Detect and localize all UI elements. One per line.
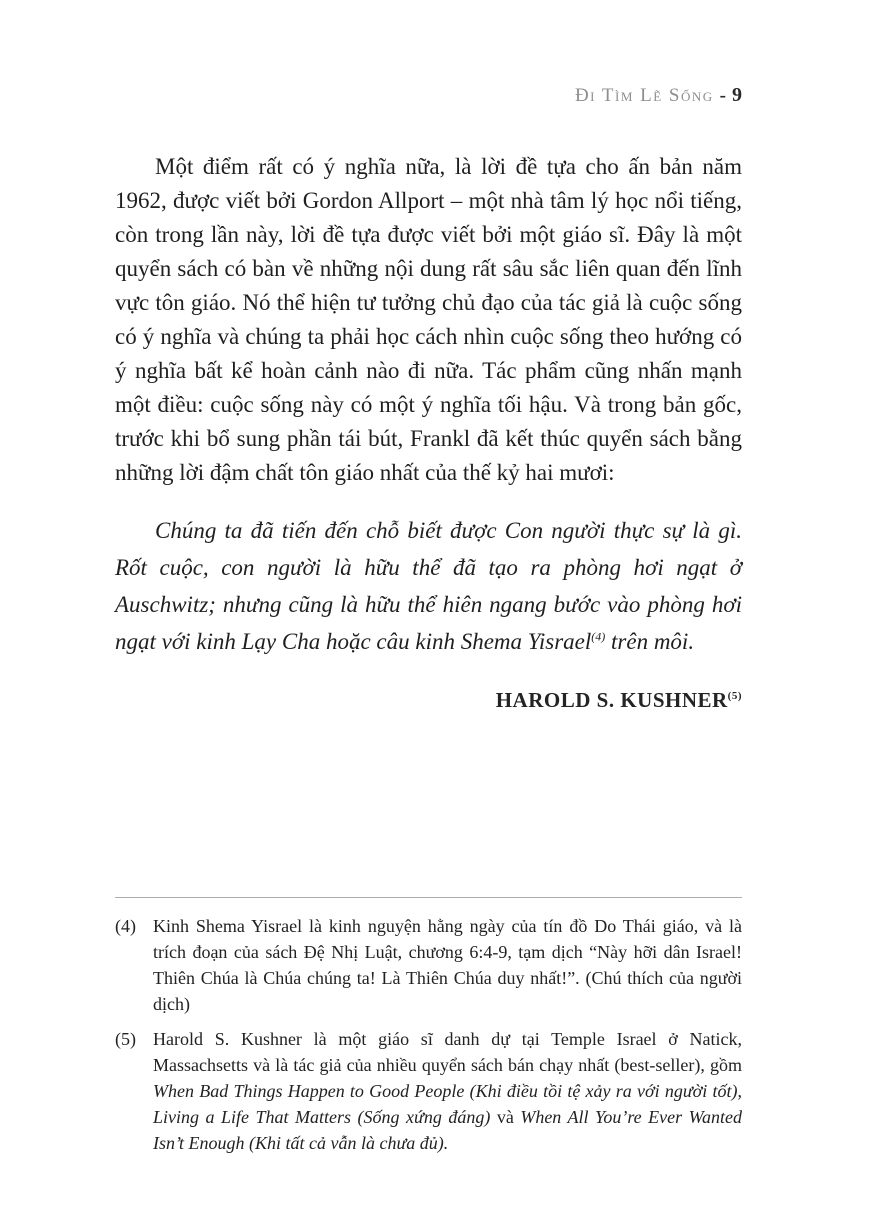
intro-paragraph: Một điểm rất có ý nghĩa nữa, là lời đề tựa cho ấn bản năm 1962, được viết bởi Gordon Allport – một nhà tâm lý học nổi tiếng, còn trong lần này, lời đề tựa được viết bởi một giáo sĩ. Đây là một quyển sách có bàn về những nội dung rất sâu sắc liên quan đến lĩnh vực tôn giáo. Nó thể hiện tư tưởng chủ đạo của tác giả là cuộc sống có ý nghĩa và chúng ta phải học cách nhìn cuộc sống theo hướng có ý nghĩa bất kể hoàn cảnh nào đi nữa. Tác phẩm cũng nhấn mạnh một điều: cuộc sống này có một ý nghĩa tối hậu. Và trong bản gốc, trước khi bổ sung phần tái bút, Frankl đã kết thúc quyển sách bằng những lời đậm chất tôn giáo nhất của thế kỷ hai mươi: (115, 154, 742, 485)
footnote-5-marker: (5) (115, 1029, 136, 1049)
footnote-5-separator-2: và (490, 1107, 521, 1127)
footnote-4 (115, 913, 742, 1017)
book-title-1: When Bad Things Happen to Good People (Khi điều tồi tệ xảy ra với người tốt) (153, 1081, 738, 1101)
kushner-quote (115, 512, 742, 660)
book-title-3: When All You’re Ever Wanted Isn’t Enough (Khi tất cả vẫn là chưa đủ). (153, 1107, 742, 1153)
footnote-ref-5: (5) (727, 690, 742, 702)
book-title-2: Living a Life That Matters (Sống xứng đáng) (153, 1107, 491, 1127)
quote-text-end: trên môi. (605, 629, 695, 654)
quote-attribution (115, 688, 742, 713)
page-number-separator: - (719, 85, 726, 106)
quote-text: Chúng ta đã tiến đến chỗ biết được Con người thực sự là gì. Rốt cuộc, con người là hữu thể đã tạo ra phòng hơi ngạt ở Auschwitz; nhưng cũng là hữu thể hiên ngang bước vào phòng hơi ngạt với kinh Lạy Cha hoặc câu kinh Shema Yisrael (115, 518, 742, 654)
footnote-4-text: Kinh Shema Yisrael là kinh nguyện hằng ngày của tín đồ Do Thái giáo, và là trích đoạn của sách Đệ Nhị Luật, chương 6:4-9, tạm dịch “Này hỡi dân Israel! Thiên Chúa là Chúa chúng ta! Là Thiên Chúa duy nhất!”. (Chú thích của người dịch) (153, 916, 742, 1014)
running-title: Đi Tìm Lẽ Sống (574, 85, 714, 106)
footnote-5 (115, 1026, 742, 1156)
footnote-5-text-intro: Harold S. Kushner là một giáo sĩ danh dự tại Temple Israel ở Natick, Massachsetts và là tác giả của nhiều quyển sách bán chạy nhất (best-seller), gồm (153, 1029, 742, 1075)
footnote-ref-4: (4) (591, 629, 606, 644)
footnotes-section (115, 897, 742, 1156)
page-content (115, 150, 742, 713)
footnote-5-separator-1: , (737, 1081, 742, 1101)
page-header (115, 84, 742, 107)
page-number: 9 (732, 84, 742, 106)
attribution-name: HAROLD S. KUSHNER (495, 688, 728, 712)
footnote-4-marker: (4) (115, 916, 136, 936)
